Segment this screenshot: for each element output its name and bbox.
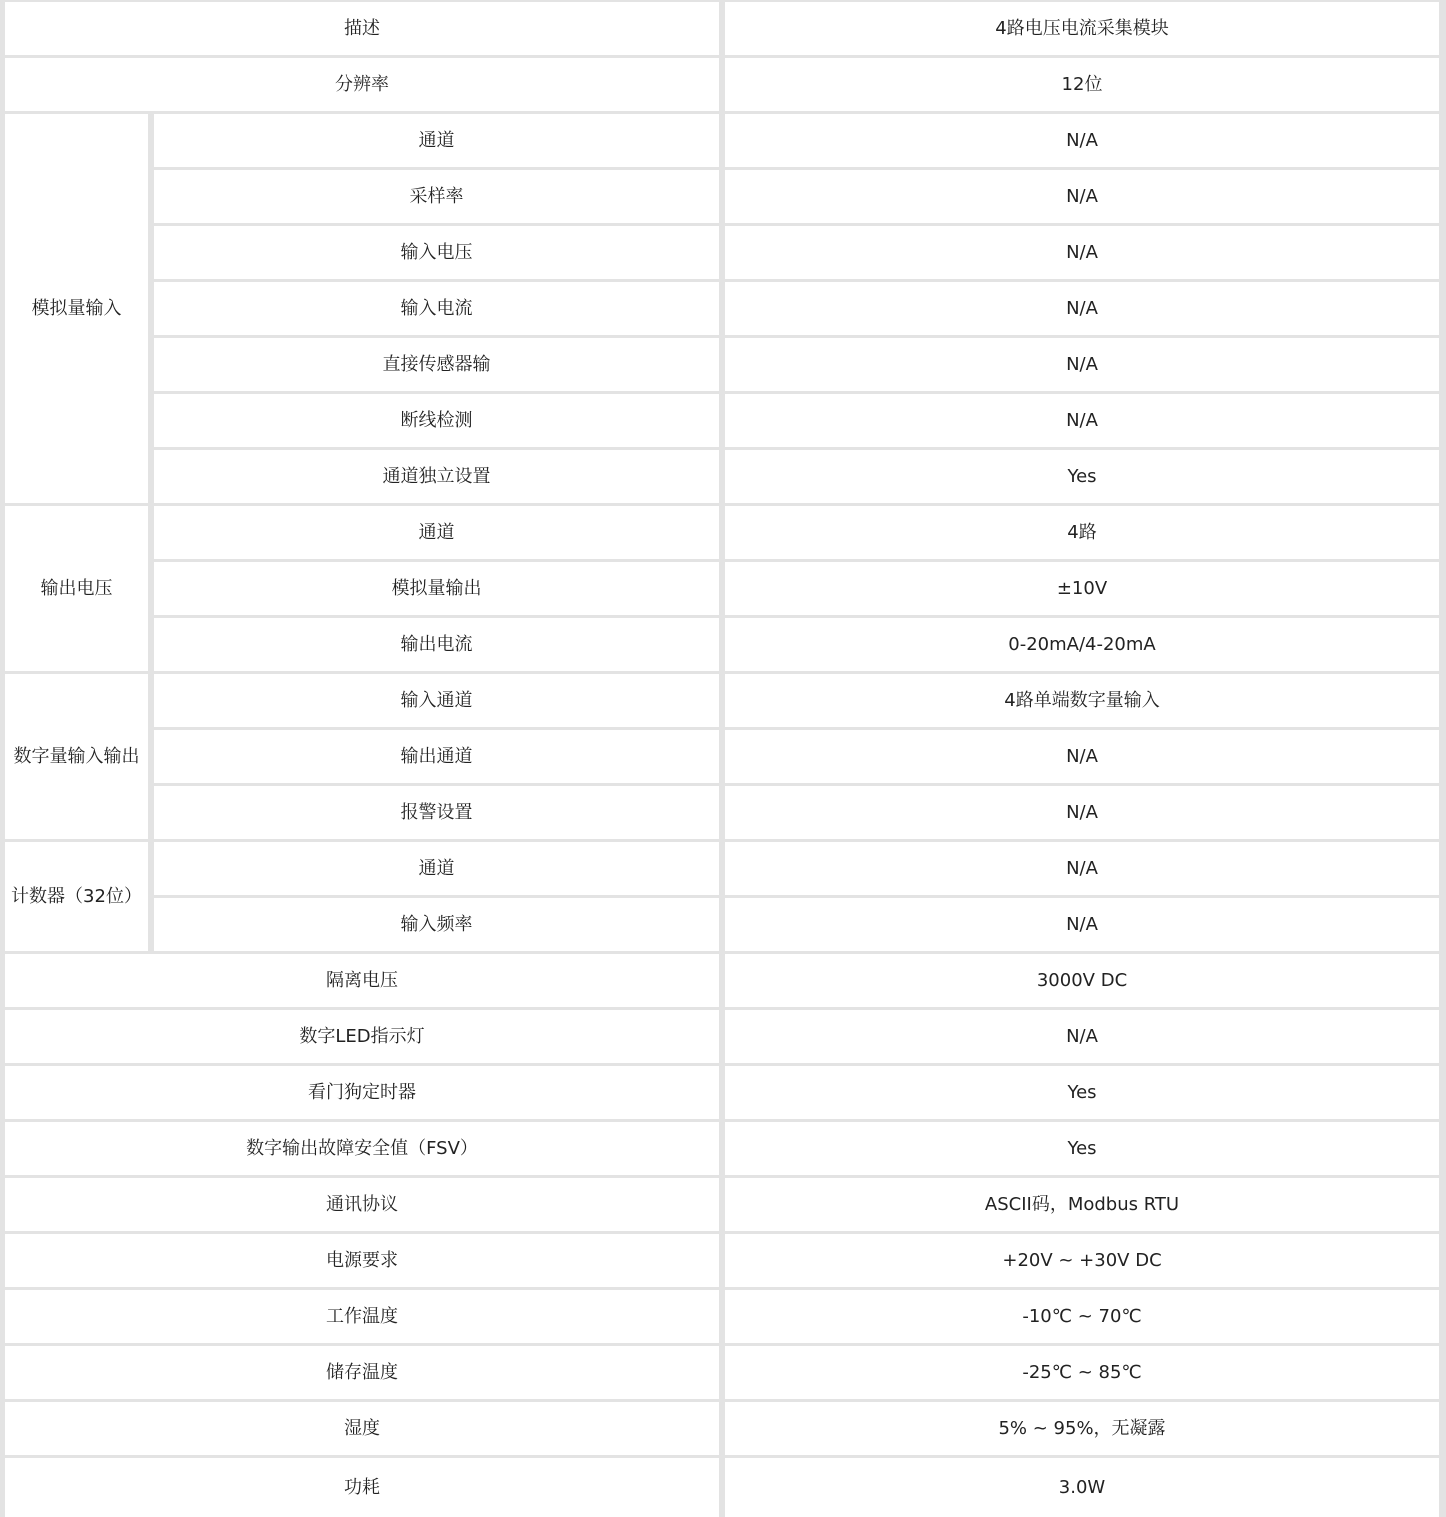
row-value-cell (725, 842, 1439, 895)
row-label-cell-text: 工作温度 (326, 1305, 398, 1327)
row-label-cell-text: 看门狗定时器 (308, 1081, 416, 1103)
row-value-cell (725, 1010, 1439, 1063)
row-value-cell (725, 1066, 1439, 1119)
row-value-cell (725, 2, 1439, 55)
row-label-cell-text: 通道 (418, 129, 455, 151)
row-label-cell (5, 1290, 719, 1343)
row-label-cell (154, 898, 719, 951)
row-label-cell-text: 电源要求 (326, 1249, 398, 1271)
row-label-cell-text: 输入电流 (400, 297, 473, 319)
row-label-cell-text: 输出电流 (400, 633, 473, 655)
row-value-cell (725, 226, 1439, 279)
row-value-cell (725, 674, 1439, 727)
row-label-cell-text: 输入电压 (400, 241, 473, 263)
row-label-cell (154, 506, 719, 559)
row-value-cell (725, 730, 1439, 783)
row-label-cell (154, 674, 719, 727)
row-label-cell (5, 1234, 719, 1287)
row-value-cell-text: N/A (1066, 185, 1098, 207)
row-label-cell (154, 730, 719, 783)
row-value-cell-text: 3000V DC (1036, 969, 1128, 991)
row-value-cell (725, 1346, 1439, 1399)
row-value-cell-text: N/A (1066, 1025, 1098, 1047)
row-value-cell-text: 4路电压电流采集模块 (995, 17, 1169, 39)
group-label-cell (5, 114, 148, 503)
row-label-cell (154, 282, 719, 335)
row-value-cell-text: N/A (1066, 857, 1098, 879)
row-value-cell-text: +20V ~ +30V DC (1002, 1249, 1162, 1271)
row-value-cell-text: N/A (1066, 297, 1098, 319)
row-label-cell-text: 通道 (418, 857, 455, 879)
row-value-cell-text: 4路 (1067, 521, 1097, 543)
row-label-cell-text: 湿度 (344, 1417, 380, 1439)
group-label-cell (5, 674, 148, 839)
row-value-cell-text: Yes (1067, 1081, 1097, 1103)
row-label-cell-text: 通道独立设置 (382, 465, 491, 487)
row-value-cell (725, 506, 1439, 559)
row-value-cell-text: ASCII码，Modbus RTU (984, 1193, 1180, 1215)
row-value-cell (725, 786, 1439, 839)
row-value-cell-text: 4路单端数字量输入 (1004, 689, 1160, 711)
row-label-cell (154, 338, 719, 391)
row-value-cell (725, 898, 1439, 951)
row-value-cell-text: N/A (1066, 353, 1098, 375)
row-label-cell (5, 1066, 719, 1119)
row-label-cell (5, 58, 719, 111)
row-value-cell (725, 1234, 1439, 1287)
row-label-cell (154, 562, 719, 615)
row-value-cell-text: 0-20mA/4-20mA (1008, 633, 1156, 655)
row-value-cell-text: Yes (1067, 1137, 1097, 1159)
row-label-cell (5, 1010, 719, 1063)
row-label-cell-text: 报警设置 (400, 801, 473, 823)
row-label-cell (5, 954, 719, 1007)
group-label-cell (5, 842, 148, 951)
row-value-cell (725, 562, 1439, 615)
group-label-cell-text: 模拟量输入 (31, 297, 122, 319)
row-label-cell (154, 618, 719, 671)
group-label-cell-text: 计数器（32位） (11, 885, 142, 907)
row-label-cell-text: 直接传感器输 (382, 353, 491, 375)
row-value-cell-text: N/A (1066, 801, 1098, 823)
row-value-cell (725, 58, 1439, 111)
row-label-cell-text: 模拟量输出 (391, 577, 482, 599)
row-value-cell (725, 618, 1439, 671)
row-label-cell (5, 1402, 719, 1455)
row-label-cell (154, 394, 719, 447)
row-label-cell (5, 1458, 719, 1517)
group-label-cell-text: 数字量输入输出 (13, 745, 140, 767)
row-value-cell-text: N/A (1066, 745, 1098, 767)
row-label-cell (154, 842, 719, 895)
row-label-cell (5, 1122, 719, 1175)
row-value-cell-text: -25℃ ~ 85℃ (1022, 1361, 1142, 1383)
group-label-cell (5, 506, 148, 671)
row-label-cell-text: 描述 (344, 17, 380, 39)
row-label-cell-text: 断线检测 (400, 409, 473, 431)
row-value-cell-text: 3.0W (1058, 1476, 1106, 1498)
row-label-cell-text: 功耗 (344, 1476, 380, 1498)
row-value-cell-text: N/A (1066, 129, 1098, 151)
row-value-cell (725, 1122, 1439, 1175)
row-label-cell (154, 170, 719, 223)
row-label-cell (154, 450, 719, 503)
row-value-cell (725, 394, 1439, 447)
row-value-cell-text: Yes (1067, 465, 1097, 487)
row-value-cell-text: 5% ~ 95%，无凝露 (998, 1417, 1166, 1439)
row-value-cell (725, 338, 1439, 391)
row-label-cell-text: 数字输出故障安全值（FSV） (246, 1137, 478, 1159)
row-value-cell-text: N/A (1066, 409, 1098, 431)
row-label-cell-text: 隔离电压 (326, 969, 398, 991)
row-value-cell (725, 1402, 1439, 1455)
row-label-cell (154, 786, 719, 839)
row-label-cell (5, 1178, 719, 1231)
row-value-cell (725, 450, 1439, 503)
row-label-cell-text: 储存温度 (326, 1361, 398, 1383)
row-label-cell (5, 2, 719, 55)
row-value-cell (725, 114, 1439, 167)
row-value-cell (725, 282, 1439, 335)
row-label-cell-text: 采样率 (409, 185, 464, 207)
row-label-cell-text: 通讯协议 (326, 1193, 398, 1215)
row-value-cell (725, 170, 1439, 223)
row-label-cell-text: 输入频率 (400, 913, 473, 935)
row-value-cell-text: N/A (1066, 913, 1098, 935)
row-label-cell-text: 输入通道 (400, 689, 473, 711)
row-value-cell (725, 1178, 1439, 1231)
group-label-cell-text: 输出电压 (40, 577, 113, 599)
row-label-cell-text: 数字LED指示灯 (299, 1025, 425, 1047)
row-value-cell-text: -10℃ ~ 70℃ (1022, 1305, 1142, 1327)
row-value-cell-text: ±10V (1056, 577, 1108, 599)
row-label-cell-text: 输出通道 (400, 745, 473, 767)
row-value-cell-text: N/A (1066, 241, 1098, 263)
row-value-cell (725, 1458, 1439, 1517)
row-label-cell (154, 114, 719, 167)
row-value-cell-text: 12位 (1061, 73, 1103, 95)
row-value-cell (725, 954, 1439, 1007)
row-label-cell (5, 1346, 719, 1399)
row-label-cell (154, 226, 719, 279)
row-label-cell-text: 通道 (418, 521, 455, 543)
row-label-cell-text: 分辨率 (335, 73, 389, 95)
row-value-cell (725, 1290, 1439, 1343)
